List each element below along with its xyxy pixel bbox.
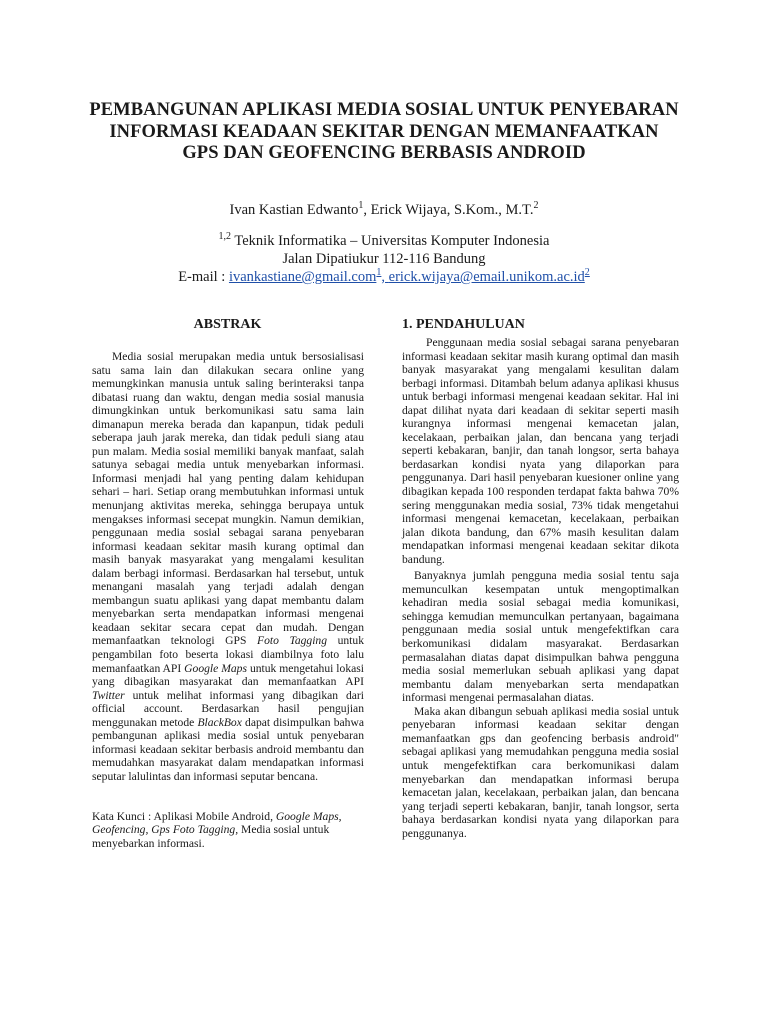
email-1-sup: 1	[376, 267, 382, 278]
abstract-text-e: dapat disimpulkan bahwa pembangunan aplikasi media sosial untuk penyebaran informasi keadaan sekitar berbasis android membantu dan memudahkan masyarakat dalam mendapatkan informasi seputar lalulintas dan informasi seputar bencana.	[92, 715, 364, 783]
intro-paragraph-1: Penggunaan media sosial sebagai sarana penyebaran informasi keadaan sekitar masih kurang optimal dan masih banyak masyarakat yang mengalami kesulitan dalam berbagi informasi. Ditambah belum adanya aplikasi khusus untuk berbagi informasi mengenai keadaan sekitar. Hal ini dapat dilihat nyata dari keadaan di sekitar seperti masih kurangnya informasi mengenai kemacetan jalan, kecelakaan, perbaikan jalan, dan bencana yang terjadi seperti kebakaran, banjir, dan tanah longsor, serta bahaya berdasarkan kondisi nyata yang dilaporkan para penggunanya. Dari hasil penyebaran kuesioner online yang dibagikan kepada 100 responden terdapat fakta bahwa 70% sering menggunakan media sosial, 73% tidak mengetahui informasi mengenai kemacetan, kecelakaan, perbaikan jalan dikota bandung, dan 67% masih kesulitan dalam mendapatkan informasi mengenai keadaan sekitar dikota bandung.	[402, 336, 679, 566]
keywords-rest: Media sosial untuk menyebarkan informasi.	[92, 823, 330, 850]
abstract-column	[92, 316, 364, 850]
abstract-italic-twitter: Twitter	[92, 688, 125, 702]
keywords-italic: Google Maps, Geofencing, Gps Foto Tagging,	[92, 809, 342, 837]
email-link-1[interactable]: ivankastiane@gmail.com	[228, 269, 377, 285]
abstract-text-b: untuk pengambilan foto beserta lokasi diambilnya foto lalu memanfaatkan API	[92, 634, 364, 675]
abstract-heading: ABSTRAK	[193, 317, 262, 332]
email-separator: ,	[381, 269, 389, 285]
abstract-text-c: untuk mengetahui lokasi yang dibagikan masyarakat dan memanfaatkan API	[92, 661, 365, 689]
keywords	[92, 810, 364, 851]
intro-paragraph-2: Banyaknya jumlah pengguna media sosial tentu saja memunculkan kesempatan untuk mengoptimalkan kehadiran media sosial sebagai media komunikasi, sehingga kemudian memunculkan pertanyaan, bagaimana penggunaan media sosial untuk mengefektifkan cara berkomunikasi didalam masyarakat. Berdasarkan permasalahan diatas dapat disimpulkan bahwa pengguna media sosial memerlukan sebuah aplikasi yang dapat membantu dalam menyebarkan serta mendapatkan informasi mengenai permasalahan diatas.	[402, 569, 679, 705]
affiliation-line	[60, 232, 708, 250]
author-1: Ivan Kastian Edwanto	[229, 202, 359, 218]
email-2-sup: 2	[584, 267, 590, 278]
author-separator: ,	[363, 202, 371, 218]
introduction-heading: 1. PENDAHULUAN	[402, 317, 525, 332]
title-line-3: GPS DAN GEOFENCING BERBASIS ANDROID	[182, 143, 586, 163]
abstract-italic-blackbox: BlackBox	[197, 715, 242, 729]
abstract-body	[92, 350, 364, 784]
title-line-2: INFORMASI KEADAAN SEKITAR DENGAN MEMANFAATKAN	[109, 121, 659, 142]
abstract-text-d: untuk melihat informasi yang dibagikan dari official account. Berdasarkan hasil pengujian menggunakan metode	[92, 688, 364, 729]
abstract-text-a: Media sosial merupakan media untuk bersosialisasi satu sama lain dan dilakukan secara online yang memungkinkan manusia untuk saling berinteraksi tanpa dibatasi ruang dan waktu, dengan media sosial manusia dimungkinkan untuk berkomunikasi satu sama lain dimanapun mereka berada dan kapanpun, tidak peduli seberapa jauh jarak mereka, dan tidak peduli siang atau pun malam. Media sosial memiliki banyak manfaat, salah satunya sebagai media untuk menyebarkan informasi. Informasi menjadi hal yang penting dalam kehidupan sehari – hari. Setiap orang membutuhkan informasi untuk menunjang aktivitas mereka, sehingga berupaya untuk mengakses informasi secepat mungkin. Namun demikian, penggunaan media sosial sebagai sarana penyebaran informasi keadaan sekitar masih kurang optimal dan masih banyak masyarakat yang mengalami kesulitan dalam berbagi informasi. Berdasarkan hal tersebut, untuk menangani masalah yang terjadi adalah dengan membangun suatu aplikasi yang dapat membantu dalam menyebarkan serta mendapatkan informasi mengenai keadaan sekitar secara cepat dan mudah. Dengan memanfaatkan teknologi GPS	[92, 350, 364, 648]
author-2: Erick Wijaya, S.Kom., M.T.	[370, 202, 534, 218]
email-label: E-mail :	[178, 269, 229, 285]
abstract-italic-google-maps: Google Maps	[184, 661, 247, 675]
introduction-column	[402, 316, 679, 840]
abstract-italic-foto-tagging: Foto Tagging	[256, 634, 328, 648]
email-line	[60, 268, 708, 286]
affiliation-sup: 1,2	[218, 231, 232, 242]
email-link-2[interactable]: erick.wijaya@email.unikom.ac.id	[388, 269, 585, 285]
intro-paragraph-3: Maka akan dibangun sebuah aplikasi media sosial untuk penyebaran informasi keadaan sekitar dengan memanfaatkan gps dan geofencing berbasis android" sebagai aplikasi yang memudahkan pengguna media sosial untuk mengefektifkan cara berkomunikasi dalam menyebarkan dan mendapatkan informasi berupa kemacetan jalan, kecelakaan, perbaikan jalan, dan bencana yang terjadi seperti kebakaran, banjir, tanah longsor, serta bahaya berdasarkan kondisi nyata yang dilaporkan para penggunanya.	[402, 704, 679, 840]
author-list	[60, 201, 708, 219]
author-1-sup: 1	[358, 200, 364, 211]
keywords-label: Kata Kunci : Aplikasi Mobile Android,	[92, 809, 276, 823]
affiliation-dept: Teknik Informatika – Universitas Komputer Indonesia	[231, 233, 550, 249]
affiliation-block	[60, 232, 708, 286]
author-2-sup: 2	[533, 200, 539, 211]
paper-title	[60, 100, 708, 165]
affiliation-address: Jalan Dipatiukur 112-116 Bandung	[282, 251, 486, 267]
title-line-1: PEMBANGUNAN APLIKASI MEDIA SOSIAL UNTUK PENYEBARAN	[89, 100, 679, 120]
